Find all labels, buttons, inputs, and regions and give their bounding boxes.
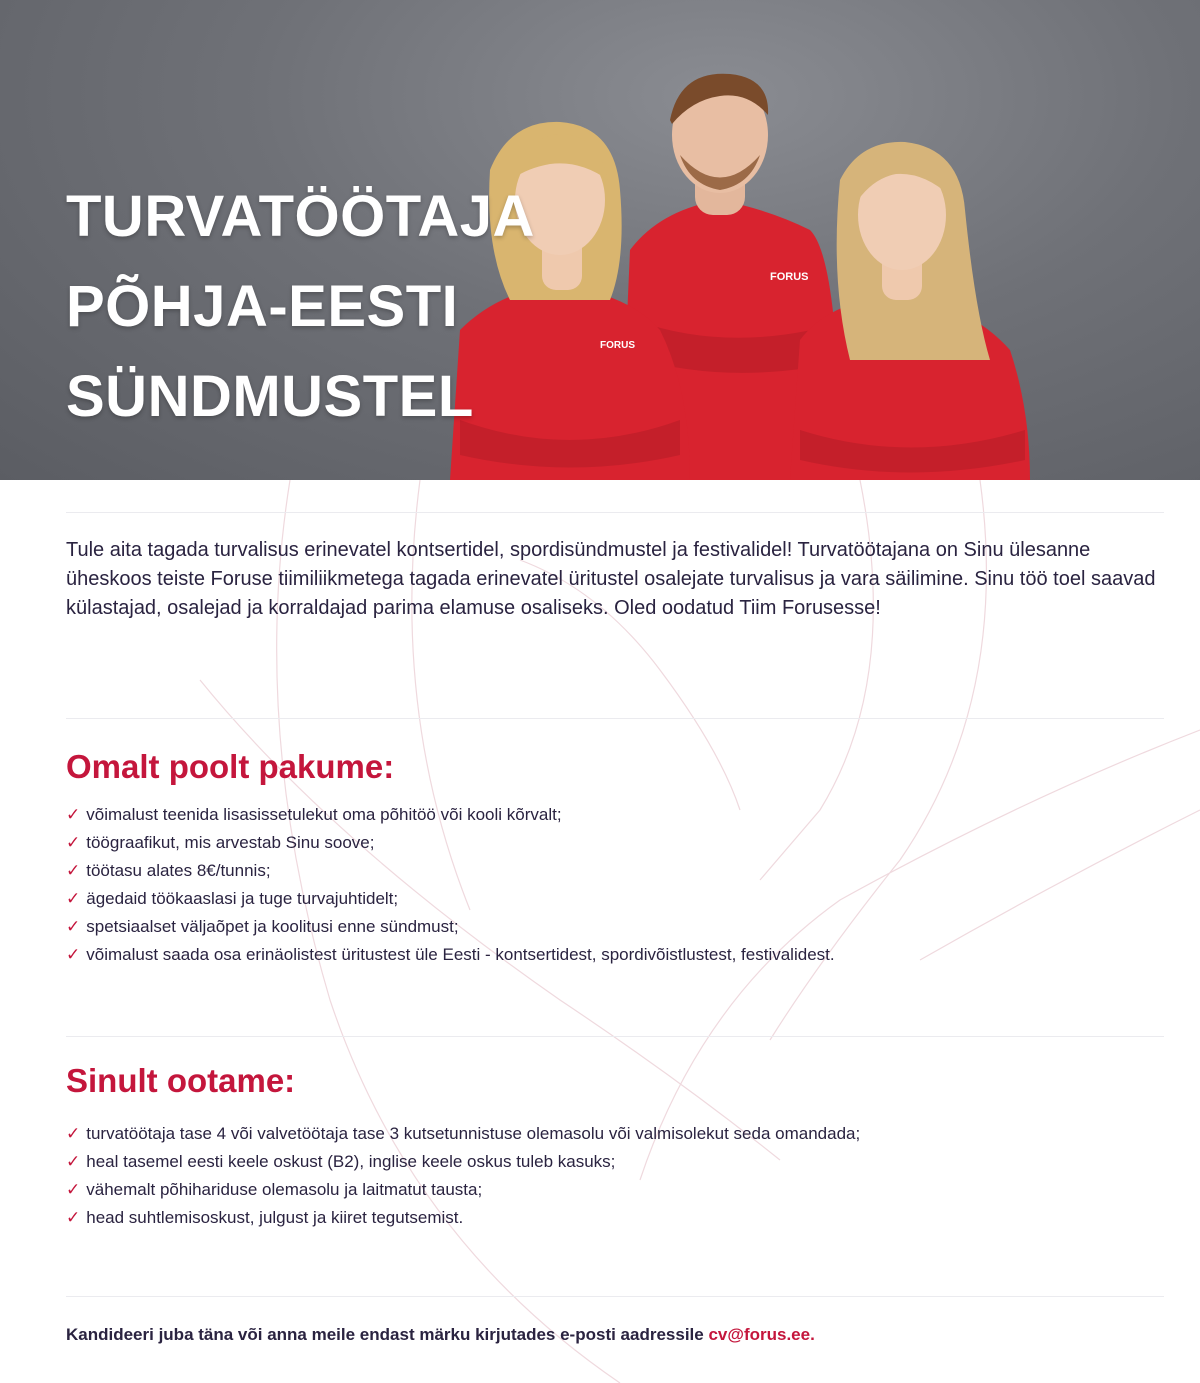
list-item: ✓ töötasu alates 8€/tunnis;: [66, 861, 271, 880]
check-icon: ✓: [66, 889, 81, 908]
footer-text: Kandideeri juba täna või anna meile endast märku kirjutades e-posti aadressile: [66, 1325, 709, 1344]
shirt-logo-man: FORUS: [770, 271, 809, 283]
list-item: ✓ heal tasemel eesti keele oskust (B2), inglise keele oskus tuleb kasuks;: [66, 1152, 616, 1171]
divider: [66, 1296, 1164, 1297]
hero-banner: [0, 0, 1200, 480]
divider: [66, 512, 1164, 513]
list-item: ✓ võimalust saada osa erinäolistest üritustest üle Eesti - kontsertidest, spordivõistlustest, festivalidest.: [66, 945, 835, 964]
offer-list: [66, 801, 835, 969]
check-icon: ✓: [66, 1180, 81, 1199]
list-item: ✓ turvatöötaja tase 4 või valvetöötaja tase 3 kutsetunnistuse olemasolu või valmisolekut seda omandada;: [66, 1124, 861, 1143]
divider: [66, 1036, 1164, 1037]
check-icon: ✓: [66, 833, 81, 852]
list-item: ✓ spetsiaalset väljaõpet ja koolitusi enne sündmust;: [66, 917, 459, 936]
expect-heading: Sinult ootame:: [66, 1062, 296, 1099]
divider: [66, 718, 1164, 719]
shirt-logo-left: FORUS: [600, 340, 635, 351]
email-link[interactable]: cv@forus.ee.: [708, 1325, 815, 1344]
check-icon: ✓: [66, 1152, 81, 1171]
list-item: ✓ võimalust teenida lisasissetulekut oma põhitöö või kooli kõrvalt;: [66, 805, 562, 824]
apply-footer: [66, 1325, 815, 1345]
list-item: ✓ head suhtlemisoskust, julgust ja kiiret tegutsemist.: [66, 1208, 464, 1227]
check-icon: ✓: [66, 1208, 81, 1227]
check-icon: ✓: [66, 917, 81, 936]
title-line-3: SÜNDMUSTEL: [66, 364, 474, 429]
list-item: ✓ töögraafikut, mis arvestab Sinu soove;: [66, 833, 375, 852]
intro-paragraph: Tule aita tagada turvalisus erinevatel kontsertidel, spordisündmustel ja festivalidel! Turvatöötajana on Sinu ülesanne üheskoos teiste Foruse tiimiliikmetega tagada erinevatel üritustel osalejate turvalisus ja vara säilimine. Sinu töö toel saavad külastajad, osalejad ja korraldajad parima elamuse osaliseks. Oled oodatud Tiim Forusesse!: [66, 539, 1156, 619]
title-line-2: PÕHJA-EESTI: [66, 274, 459, 339]
title-line-1: TURVATÖÖTAJA: [66, 184, 535, 249]
page-title: [66, 172, 535, 442]
check-icon: ✓: [66, 945, 81, 964]
list-item: ✓ vähemalt põhihariduse olemasolu ja laitmatut tausta;: [66, 1180, 483, 1199]
check-icon: ✓: [66, 805, 81, 824]
offer-heading: Omalt poolt pakume:: [66, 748, 395, 785]
check-icon: ✓: [66, 1124, 81, 1143]
check-icon: ✓: [66, 861, 81, 880]
expect-list: [66, 1120, 860, 1232]
list-item: ✓ ägedaid töökaaslasi ja tuge turvajuhtidelt;: [66, 889, 399, 908]
